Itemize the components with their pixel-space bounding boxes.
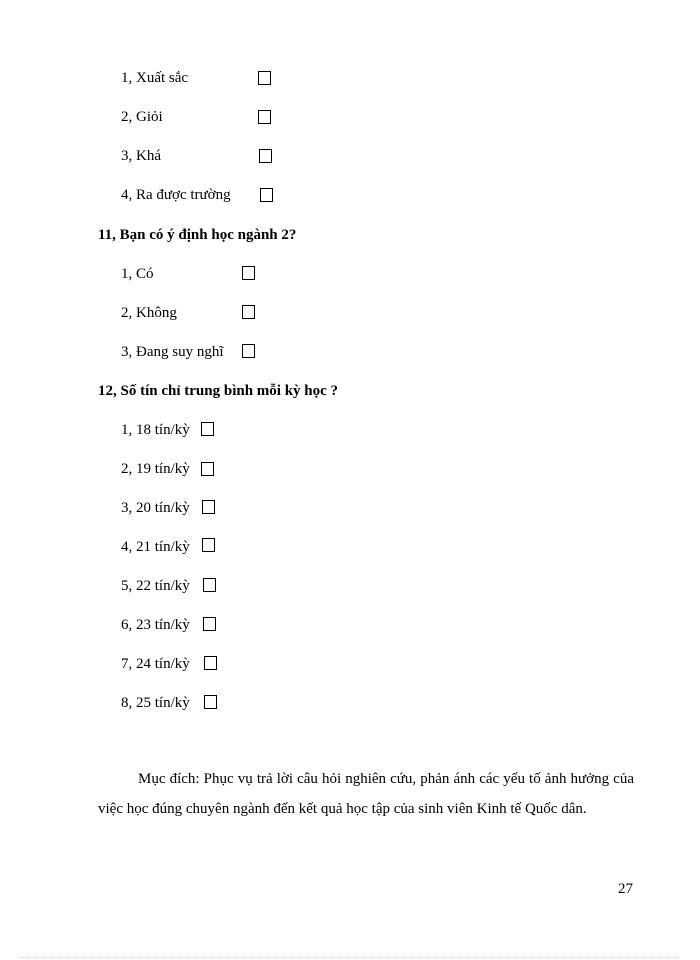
q10-option-checkbox[interactable] — [259, 149, 272, 163]
q11-option-checkbox[interactable] — [242, 266, 255, 280]
q12-option-label: 3, 20 tín/kỳ — [121, 500, 190, 516]
q11-title: 11, Bạn có ý định học ngành 2? — [98, 227, 297, 243]
q10-option-checkbox[interactable] — [258, 71, 271, 85]
q10-option-checkbox[interactable] — [258, 110, 271, 124]
q10-option-label: 1, Xuất sắc — [121, 70, 189, 86]
q12-option-label: 1, 18 tín/kỳ — [121, 422, 190, 438]
q11-option-label: 2, Không — [121, 305, 177, 321]
q10-option-label: 4, Ra được trường — [121, 187, 231, 203]
q10-option-label: 3, Khá — [121, 148, 161, 164]
purpose-text: Mục đích: Phục vụ trả lời câu hỏi nghiên cứu, phản ánh các yếu tố ảnh hưởng của việc học đúng chuyên ngành đến kết quả học tập của sinh viên Kinh tế Quốc dân. — [98, 771, 634, 817]
q12-option-checkbox[interactable] — [204, 656, 217, 670]
q10-option-checkbox[interactable] — [260, 188, 273, 202]
page-bottom-divider — [20, 957, 680, 958]
q12-option-label: 5, 22 tín/kỳ — [121, 578, 190, 594]
page-number: 27 — [618, 881, 633, 897]
q12-option-checkbox[interactable] — [202, 500, 215, 514]
q12-option-checkbox[interactable] — [201, 462, 214, 476]
q12-title: 12, Số tín chỉ trung bình mỗi kỳ học ? — [98, 383, 339, 399]
q12-option-label: 6, 23 tín/kỳ — [121, 617, 190, 633]
q11-option-label: 3, Đang suy nghĩ — [121, 344, 224, 360]
q12-option-checkbox[interactable] — [202, 538, 215, 552]
q12-option-label: 2, 19 tín/kỳ — [121, 461, 190, 477]
q12-option-checkbox[interactable] — [201, 422, 214, 436]
q12-option-label: 7, 24 tín/kỳ — [121, 656, 190, 672]
purpose-paragraph — [98, 765, 634, 824]
q12-option-label: 4, 21 tín/kỳ — [121, 539, 190, 555]
q12-option-checkbox[interactable] — [203, 578, 216, 592]
q11-option-checkbox[interactable] — [242, 305, 255, 319]
q12-option-checkbox[interactable] — [203, 617, 216, 631]
q11-option-label: 1, Có — [121, 266, 154, 282]
q10-option-label: 2, Giỏi — [121, 109, 163, 125]
q12-option-checkbox[interactable] — [204, 695, 217, 709]
q11-option-checkbox[interactable] — [242, 344, 255, 358]
q12-option-label: 8, 25 tín/kỳ — [121, 695, 190, 711]
